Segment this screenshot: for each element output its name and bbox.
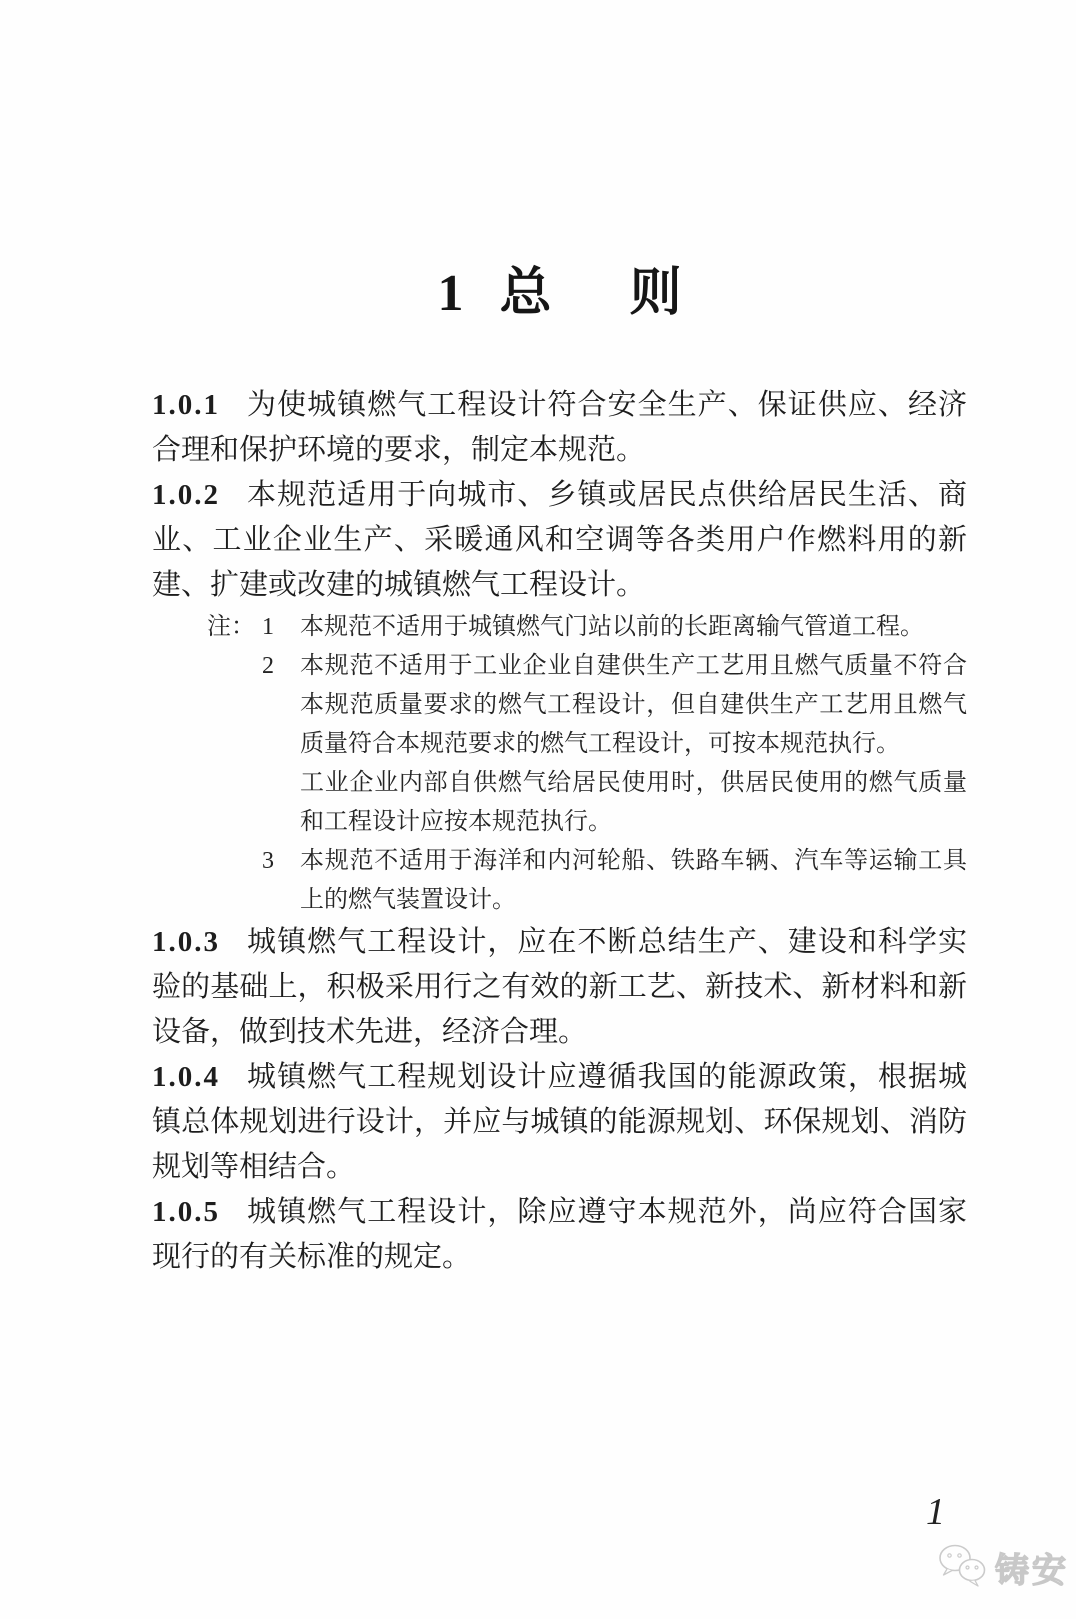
clause-line: 合理和保护环境的要求，制定本规范。 — [152, 434, 646, 466]
note-line: 本规范不适用于城镇燃气门站以前的长距离输气管道工程。 — [300, 614, 924, 640]
clause-line — [152, 1190, 967, 1235]
clause-text: 本规范适用于向城市、乡镇或居民点供给居民生活、商 — [246, 479, 967, 511]
note-item-1 — [152, 608, 967, 647]
clause-1-0-4 — [152, 1055, 967, 1190]
watermark — [936, 1543, 1069, 1592]
chapter-number: 1 — [437, 265, 464, 322]
clause-text: 城镇燃气工程规划设计应遵循我国的能源政策，根据城 — [246, 1061, 967, 1093]
clause-text: 城镇燃气工程设计，应在不断总结生产、建设和科学实 — [246, 926, 967, 958]
note-label: 注： — [207, 614, 255, 640]
clause-line: 验的基础上，积极采用行之有效的新工艺、新技术、新材料和新 — [152, 971, 967, 1003]
clause-1-0-3 — [152, 920, 967, 1055]
clause-1-0-5 — [152, 1190, 967, 1280]
clause-number: 1.0.3 — [152, 926, 220, 958]
chapter-title-char: 则 — [629, 265, 682, 322]
chapter-title-char: 总 — [499, 265, 552, 322]
clause-line: 建、扩建或改建的城镇燃气工程设计。 — [152, 569, 646, 601]
clause-number: 1.0.4 — [152, 1061, 220, 1093]
note-line: 本规范不适用于工业企业自建供生产工艺用且燃气质量不符合 — [300, 653, 967, 679]
note-number: 2 — [262, 653, 274, 679]
page-number: 1 — [926, 1491, 945, 1533]
page-content — [152, 265, 967, 1280]
clause-line: 现行的有关标准的规定。 — [152, 1241, 472, 1273]
clause-line — [152, 383, 967, 428]
watermark-text: 铸安 — [995, 1552, 1069, 1590]
clause-line: 镇总体规划进行设计，并应与城镇的能源规划、环保规划、消防 — [152, 1106, 967, 1138]
clause-1-0-1 — [152, 383, 967, 473]
clause-text: 城镇燃气工程设计，除应遵守本规范外，尚应符合国家 — [246, 1196, 967, 1228]
clause-1-0-2 — [152, 473, 967, 608]
note-line: 质量符合本规范要求的燃气工程设计，可按本规范执行。 — [300, 731, 900, 757]
clause-line — [152, 920, 967, 965]
note-item-3 — [152, 842, 967, 920]
clause-number: 1.0.2 — [152, 479, 220, 511]
clause-text: 为使城镇燃气工程设计符合安全生产、保证供应、经济 — [246, 389, 967, 421]
clause-line: 规划等相结合。 — [152, 1151, 356, 1183]
chapter-title — [152, 265, 967, 323]
note-number: 1 — [262, 614, 274, 640]
note-line: 上的燃气装置设计。 — [300, 887, 516, 913]
clause-line — [152, 473, 967, 518]
clause-line: 设备，做到技术先进，经济合理。 — [152, 1016, 588, 1048]
clause-number: 1.0.5 — [152, 1196, 220, 1228]
note-line: 工业企业内部自供燃气给居民使用时，供居民使用的燃气质量 — [300, 770, 967, 796]
note-line: 和工程设计应按本规范执行。 — [300, 809, 612, 835]
clause-line: 业、工业企业生产、采暖通风和空调等各类用户作燃料用的新 — [152, 524, 967, 556]
clause-number: 1.0.1 — [152, 389, 220, 421]
notes-block — [152, 608, 967, 920]
note-number: 3 — [262, 848, 274, 874]
clause-line — [152, 1055, 967, 1100]
wechat-icon — [936, 1543, 988, 1592]
note-line: 本规范质量要求的燃气工程设计，但自建供生产工艺用且燃气 — [300, 692, 967, 718]
note-line: 本规范不适用于海洋和内河轮船、铁路车辆、汽车等运输工具 — [300, 848, 967, 874]
note-item-2 — [152, 647, 967, 842]
